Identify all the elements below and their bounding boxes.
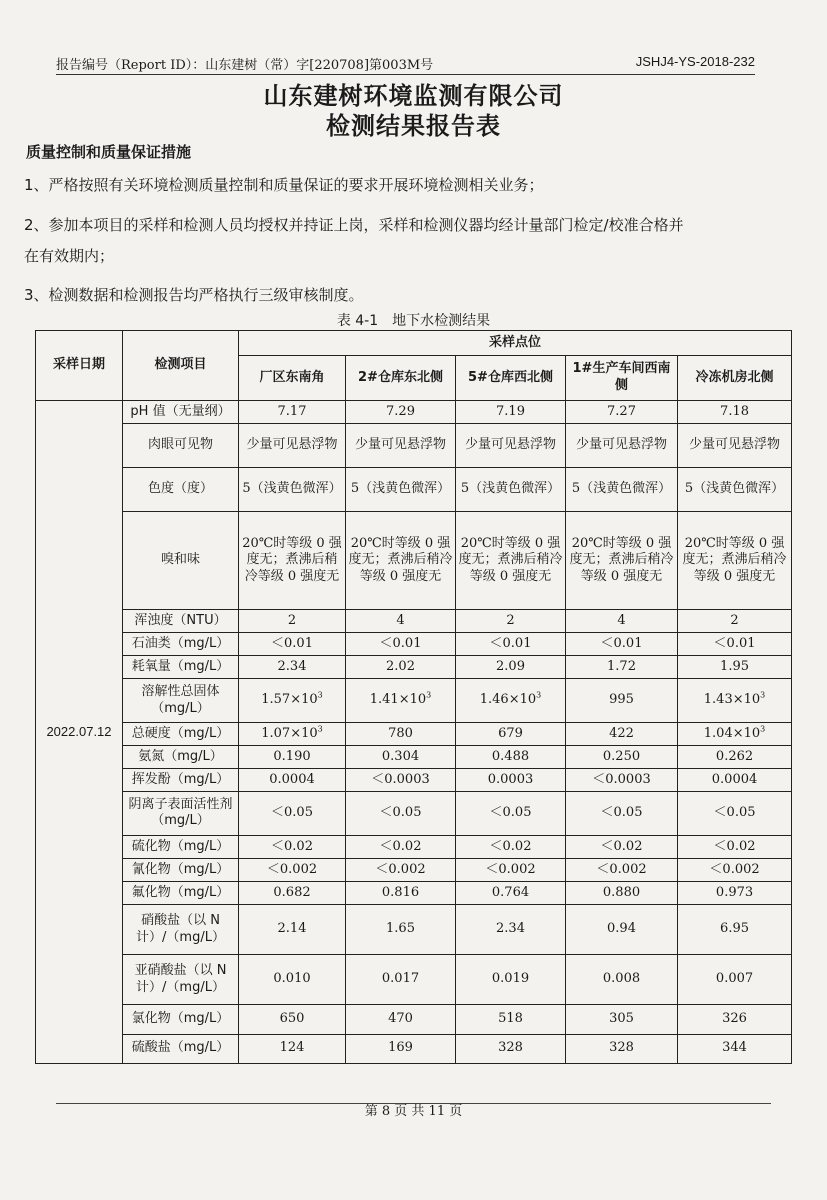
result-value: 5（浅黄色微浑） [346, 467, 456, 511]
result-value: 780 [346, 723, 456, 746]
test-item: pH 值（无量纲） [123, 401, 239, 424]
result-value: 518 [456, 1005, 566, 1034]
result-value: 2 [456, 610, 566, 633]
result-value: 少量可见悬浮物 [566, 424, 678, 468]
result-value: ＜0.02 [678, 835, 792, 858]
result-value: 2.34 [239, 656, 346, 679]
result-value: 0.682 [239, 881, 346, 904]
table-row [36, 835, 792, 858]
header-point-1: 厂区东南角 [239, 356, 346, 401]
result-value: 20℃时等级 0 强度无；煮沸后稍冷等级 0 强度无 [678, 511, 792, 609]
result-value: 0.0004 [239, 769, 346, 792]
result-value: 0.488 [456, 746, 566, 769]
result-value: 2.34 [456, 904, 566, 954]
sampling-date: 2022.07.12 [36, 401, 123, 1064]
test-item: 耗氧量（mg/L） [123, 656, 239, 679]
result-value: 1.65 [346, 904, 456, 954]
result-value: 少量可见悬浮物 [346, 424, 456, 468]
table-row [36, 792, 792, 836]
result-value: $1.46\times 10^3$ [456, 679, 566, 723]
result-value: 1.72 [566, 656, 678, 679]
table-row [36, 401, 792, 424]
result-value: 2 [239, 610, 346, 633]
result-value: 679 [456, 723, 566, 746]
table-row [36, 511, 792, 609]
page-number: 第 8 页 共 11 页 [359, 1104, 468, 1119]
result-value: 7.18 [678, 401, 792, 424]
header-point-5: 冷冻机房北侧 [678, 356, 792, 401]
result-value: 20℃时等级 0 强度无；煮沸后稍冷等级 0 强度无 [239, 511, 346, 609]
table-row [36, 467, 792, 511]
result-value: 4 [566, 610, 678, 633]
report-title: 检测结果报告表 [326, 112, 501, 140]
result-value: 7.29 [346, 401, 456, 424]
result-value: ＜0.01 [456, 633, 566, 656]
result-value: ＜0.02 [346, 835, 456, 858]
result-value: 5（浅黄色微浑） [678, 467, 792, 511]
result-value: 124 [239, 1034, 346, 1063]
result-value: 0.019 [456, 955, 566, 1005]
test-item: 硝酸盐（以 N 计）/（mg/L） [123, 904, 239, 954]
result-value: ＜0.02 [456, 835, 566, 858]
result-value: 20℃时等级 0 强度无；煮沸后稍冷等级 0 强度无 [346, 511, 456, 609]
test-item: 氟化物（mg/L） [123, 881, 239, 904]
test-item: 嗅和味 [123, 511, 239, 609]
report-id: 报告编号（Report ID）：山东建树（常）字[220708]第003M号 [56, 58, 434, 73]
header-sampling-points: 采样点位 [239, 331, 792, 356]
results-table [35, 330, 792, 1064]
table-row [36, 1005, 792, 1034]
table-row [36, 955, 792, 1005]
table-row [36, 656, 792, 679]
result-value: 328 [456, 1034, 566, 1063]
result-value: 0.008 [566, 955, 678, 1005]
table-row [36, 679, 792, 723]
result-value: 0.010 [239, 955, 346, 1005]
result-value: 7.27 [566, 401, 678, 424]
table-row [36, 424, 792, 468]
page-header [56, 52, 755, 75]
test-item: 阴离子表面活性剂（mg/L） [123, 792, 239, 836]
result-value: ＜0.05 [346, 792, 456, 836]
test-item: 氰化物（mg/L） [123, 858, 239, 881]
result-value: 少量可见悬浮物 [239, 424, 346, 468]
result-value: 0.973 [678, 881, 792, 904]
result-value: 7.17 [239, 401, 346, 424]
result-value: 0.017 [346, 955, 456, 1005]
result-value: 328 [566, 1034, 678, 1063]
result-value: 2.02 [346, 656, 456, 679]
result-value: ＜0.0003 [566, 769, 678, 792]
result-value: 20℃时等级 0 强度无；煮沸后稍冷等级 0 强度无 [456, 511, 566, 609]
test-item: 硫酸盐（mg/L） [123, 1034, 239, 1063]
test-item: 氨氮（mg/L） [123, 746, 239, 769]
result-value: ＜0.02 [566, 835, 678, 858]
result-value: 2.09 [456, 656, 566, 679]
result-value: 0.262 [678, 746, 792, 769]
result-value: 2 [678, 610, 792, 633]
result-value: 6.95 [678, 904, 792, 954]
result-value: 20℃时等级 0 强度无；煮沸后稍冷等级 0 强度无 [566, 511, 678, 609]
table-row [36, 769, 792, 792]
result-value: ＜0.01 [346, 633, 456, 656]
result-value: 0.816 [346, 881, 456, 904]
table-row [36, 1034, 792, 1063]
qc-item-1: 1、严格按照有关环境检测质量控制和质量保证的要求开展环境检测相关业务； [24, 176, 544, 194]
table-row [36, 858, 792, 881]
result-value: 650 [239, 1005, 346, 1034]
table-row [36, 881, 792, 904]
result-value: ＜0.002 [239, 858, 346, 881]
result-value: $1.43\times 10^3$ [678, 679, 792, 723]
result-value: 少量可见悬浮物 [678, 424, 792, 468]
page-footer [0, 1100, 827, 1119]
qc-heading: 质量控制和质量保证措施 [26, 143, 192, 161]
test-item: 硫化物（mg/L） [123, 835, 239, 858]
result-value: 0.880 [566, 881, 678, 904]
result-value: ＜0.01 [239, 633, 346, 656]
result-value: $1.07\times 10^3$ [239, 723, 346, 746]
qc-item-3: 3、检测数据和检测报告均严格执行三级审核制度。 [24, 286, 364, 304]
result-value: 0.250 [566, 746, 678, 769]
test-item: 色度（度） [123, 467, 239, 511]
test-item: 浑浊度（NTU） [123, 610, 239, 633]
company-title: 山东建树环境监测有限公司 [263, 82, 564, 110]
header-item: 检测项目 [123, 331, 239, 401]
header-point-2: 2#仓库东北侧 [346, 356, 456, 401]
test-item: 挥发酚（mg/L） [123, 769, 239, 792]
result-value: $1.57\times 10^3$ [239, 679, 346, 723]
result-value: 422 [566, 723, 678, 746]
result-value: 169 [346, 1034, 456, 1063]
doc-code: JSHJ4-YS-2018-232 [635, 54, 755, 69]
result-value: ＜0.05 [456, 792, 566, 836]
result-value: $1.41\times 10^3$ [346, 679, 456, 723]
result-value: 4 [346, 610, 456, 633]
result-value: 305 [566, 1005, 678, 1034]
result-value: ＜0.01 [678, 633, 792, 656]
header-point-4: 1#生产车间西南侧 [566, 356, 678, 401]
table-caption: 表 4-1 地下水检测结果 [336, 313, 491, 329]
result-value: 0.007 [678, 955, 792, 1005]
result-value: 0.94 [566, 904, 678, 954]
header-point-3: 5#仓库西北侧 [456, 356, 566, 401]
test-item: 总硬度（mg/L） [123, 723, 239, 746]
result-value: 0.764 [456, 881, 566, 904]
test-item: 石油类（mg/L） [123, 633, 239, 656]
result-value: 0.0004 [678, 769, 792, 792]
result-value: ＜0.002 [566, 858, 678, 881]
qc-item-2-continued: 在有效期内； [24, 247, 115, 265]
result-value: $1.04\times 10^3$ [678, 723, 792, 746]
test-item: 溶解性总固体（mg/L） [123, 679, 239, 723]
result-value: 326 [678, 1005, 792, 1034]
result-value: ＜0.01 [566, 633, 678, 656]
result-value: 5（浅黄色微浑） [456, 467, 566, 511]
result-value: 2.14 [239, 904, 346, 954]
result-value: 5（浅黄色微浑） [566, 467, 678, 511]
test-item: 亚硝酸盐（以 N 计）/（mg/L） [123, 955, 239, 1005]
result-value: ＜0.02 [239, 835, 346, 858]
result-value: ＜0.002 [346, 858, 456, 881]
result-value: 0.190 [239, 746, 346, 769]
table-row [36, 746, 792, 769]
header-date: 采样日期 [36, 331, 123, 401]
qc-item-2: 2、参加本项目的采样和检测人员均授权并持证上岗，采样和检测仪器均经计量部门检定/校准合格并 [24, 216, 684, 234]
table-row [36, 904, 792, 954]
result-value: ＜0.05 [678, 792, 792, 836]
table-row [36, 723, 792, 746]
table-row [36, 610, 792, 633]
result-value: 995 [566, 679, 678, 723]
test-item: 肉眼可见物 [123, 424, 239, 468]
result-value: 5（浅黄色微浑） [239, 467, 346, 511]
result-value: ＜0.002 [678, 858, 792, 881]
table-row [36, 633, 792, 656]
result-value: ＜0.0003 [346, 769, 456, 792]
result-value: 344 [678, 1034, 792, 1063]
result-value: ＜0.002 [456, 858, 566, 881]
result-value: 1.95 [678, 656, 792, 679]
result-value: 少量可见悬浮物 [456, 424, 566, 468]
result-value: 0.0003 [456, 769, 566, 792]
result-value: 7.19 [456, 401, 566, 424]
test-item: 氯化物（mg/L） [123, 1005, 239, 1034]
result-value: ＜0.05 [566, 792, 678, 836]
result-value: 0.304 [346, 746, 456, 769]
result-value: ＜0.05 [239, 792, 346, 836]
result-value: 470 [346, 1005, 456, 1034]
